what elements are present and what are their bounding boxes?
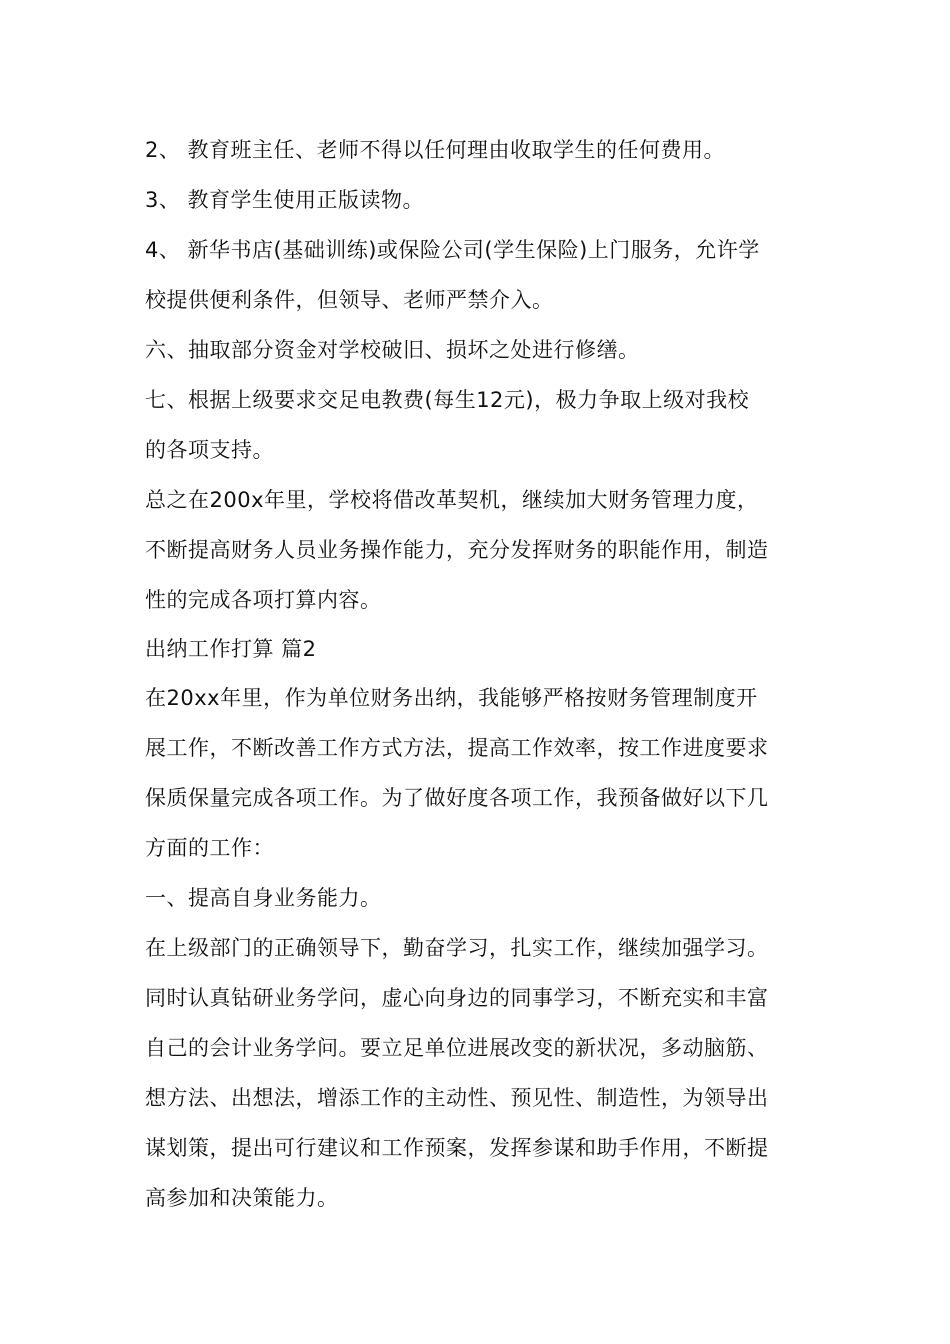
text-line: 一、提高自身业务能力。 (145, 886, 382, 910)
text-line: 在上级部门的正确领导下，勤奋学习，扎实工作，继续加强学习。 (145, 936, 769, 960)
text-line: 性的完成各项打算内容。 (145, 588, 382, 612)
text-line: 不断提高财务人员业务操作能力，充分发挥财务的职能作用，制造 (145, 538, 769, 562)
text-line: 同时认真钻研业务学问，虚心向身边的同事学习，不断充实和丰富 (145, 986, 769, 1010)
text-line: 3、 教育学生使用正版读物。 (145, 188, 425, 212)
text-line: 谋划策，提出可行建议和工作预案，发挥参谋和助手作用，不断提 (145, 1136, 769, 1160)
text-line: 自己的会计业务学问。要立足单位进展改变的新状况，多动脑筋、 (145, 1036, 769, 1060)
text-line: 4、 新华书店(基础训练)或保险公司(学生保险)上门服务，允许学 (145, 238, 760, 262)
text-line: 保质保量完成各项工作。为了做好度各项工作，我预备做好以下几 (145, 786, 769, 810)
section-heading: 出纳工作打算 篇2 (145, 637, 317, 661)
text-line: 2、 教育班主任、老师不得以任何理由收取学生的任何费用。 (145, 138, 726, 162)
text-line: 校提供便利条件，但领导、老师严禁介入。 (145, 288, 554, 312)
text-line: 展工作，不断改善工作方式方法，提高工作效率，按工作进度要求 (145, 736, 769, 760)
text-line: 的各项支持。 (145, 438, 274, 462)
text-line: 想方法、出想法，增添工作的主动性、预见性、制造性，为领导出 (145, 1086, 769, 1110)
text-line: 总之在200x年里，学校将借改革契机，继续加大财务管理力度， (145, 488, 759, 512)
text-line: 高参加和决策能力。 (145, 1186, 339, 1210)
text-line: 七、根据上级要求交足电教费(每生12元)，极力争取上级对我校 (145, 388, 750, 412)
text-line: 在20xx年里，作为单位财务出纳，我能够严格按财务管理制度开 (145, 686, 758, 710)
text-line: 六、抽取部分资金对学校破旧、损坏之处进行修缮。 (145, 338, 640, 362)
text-line: 方面的工作： (145, 836, 274, 860)
